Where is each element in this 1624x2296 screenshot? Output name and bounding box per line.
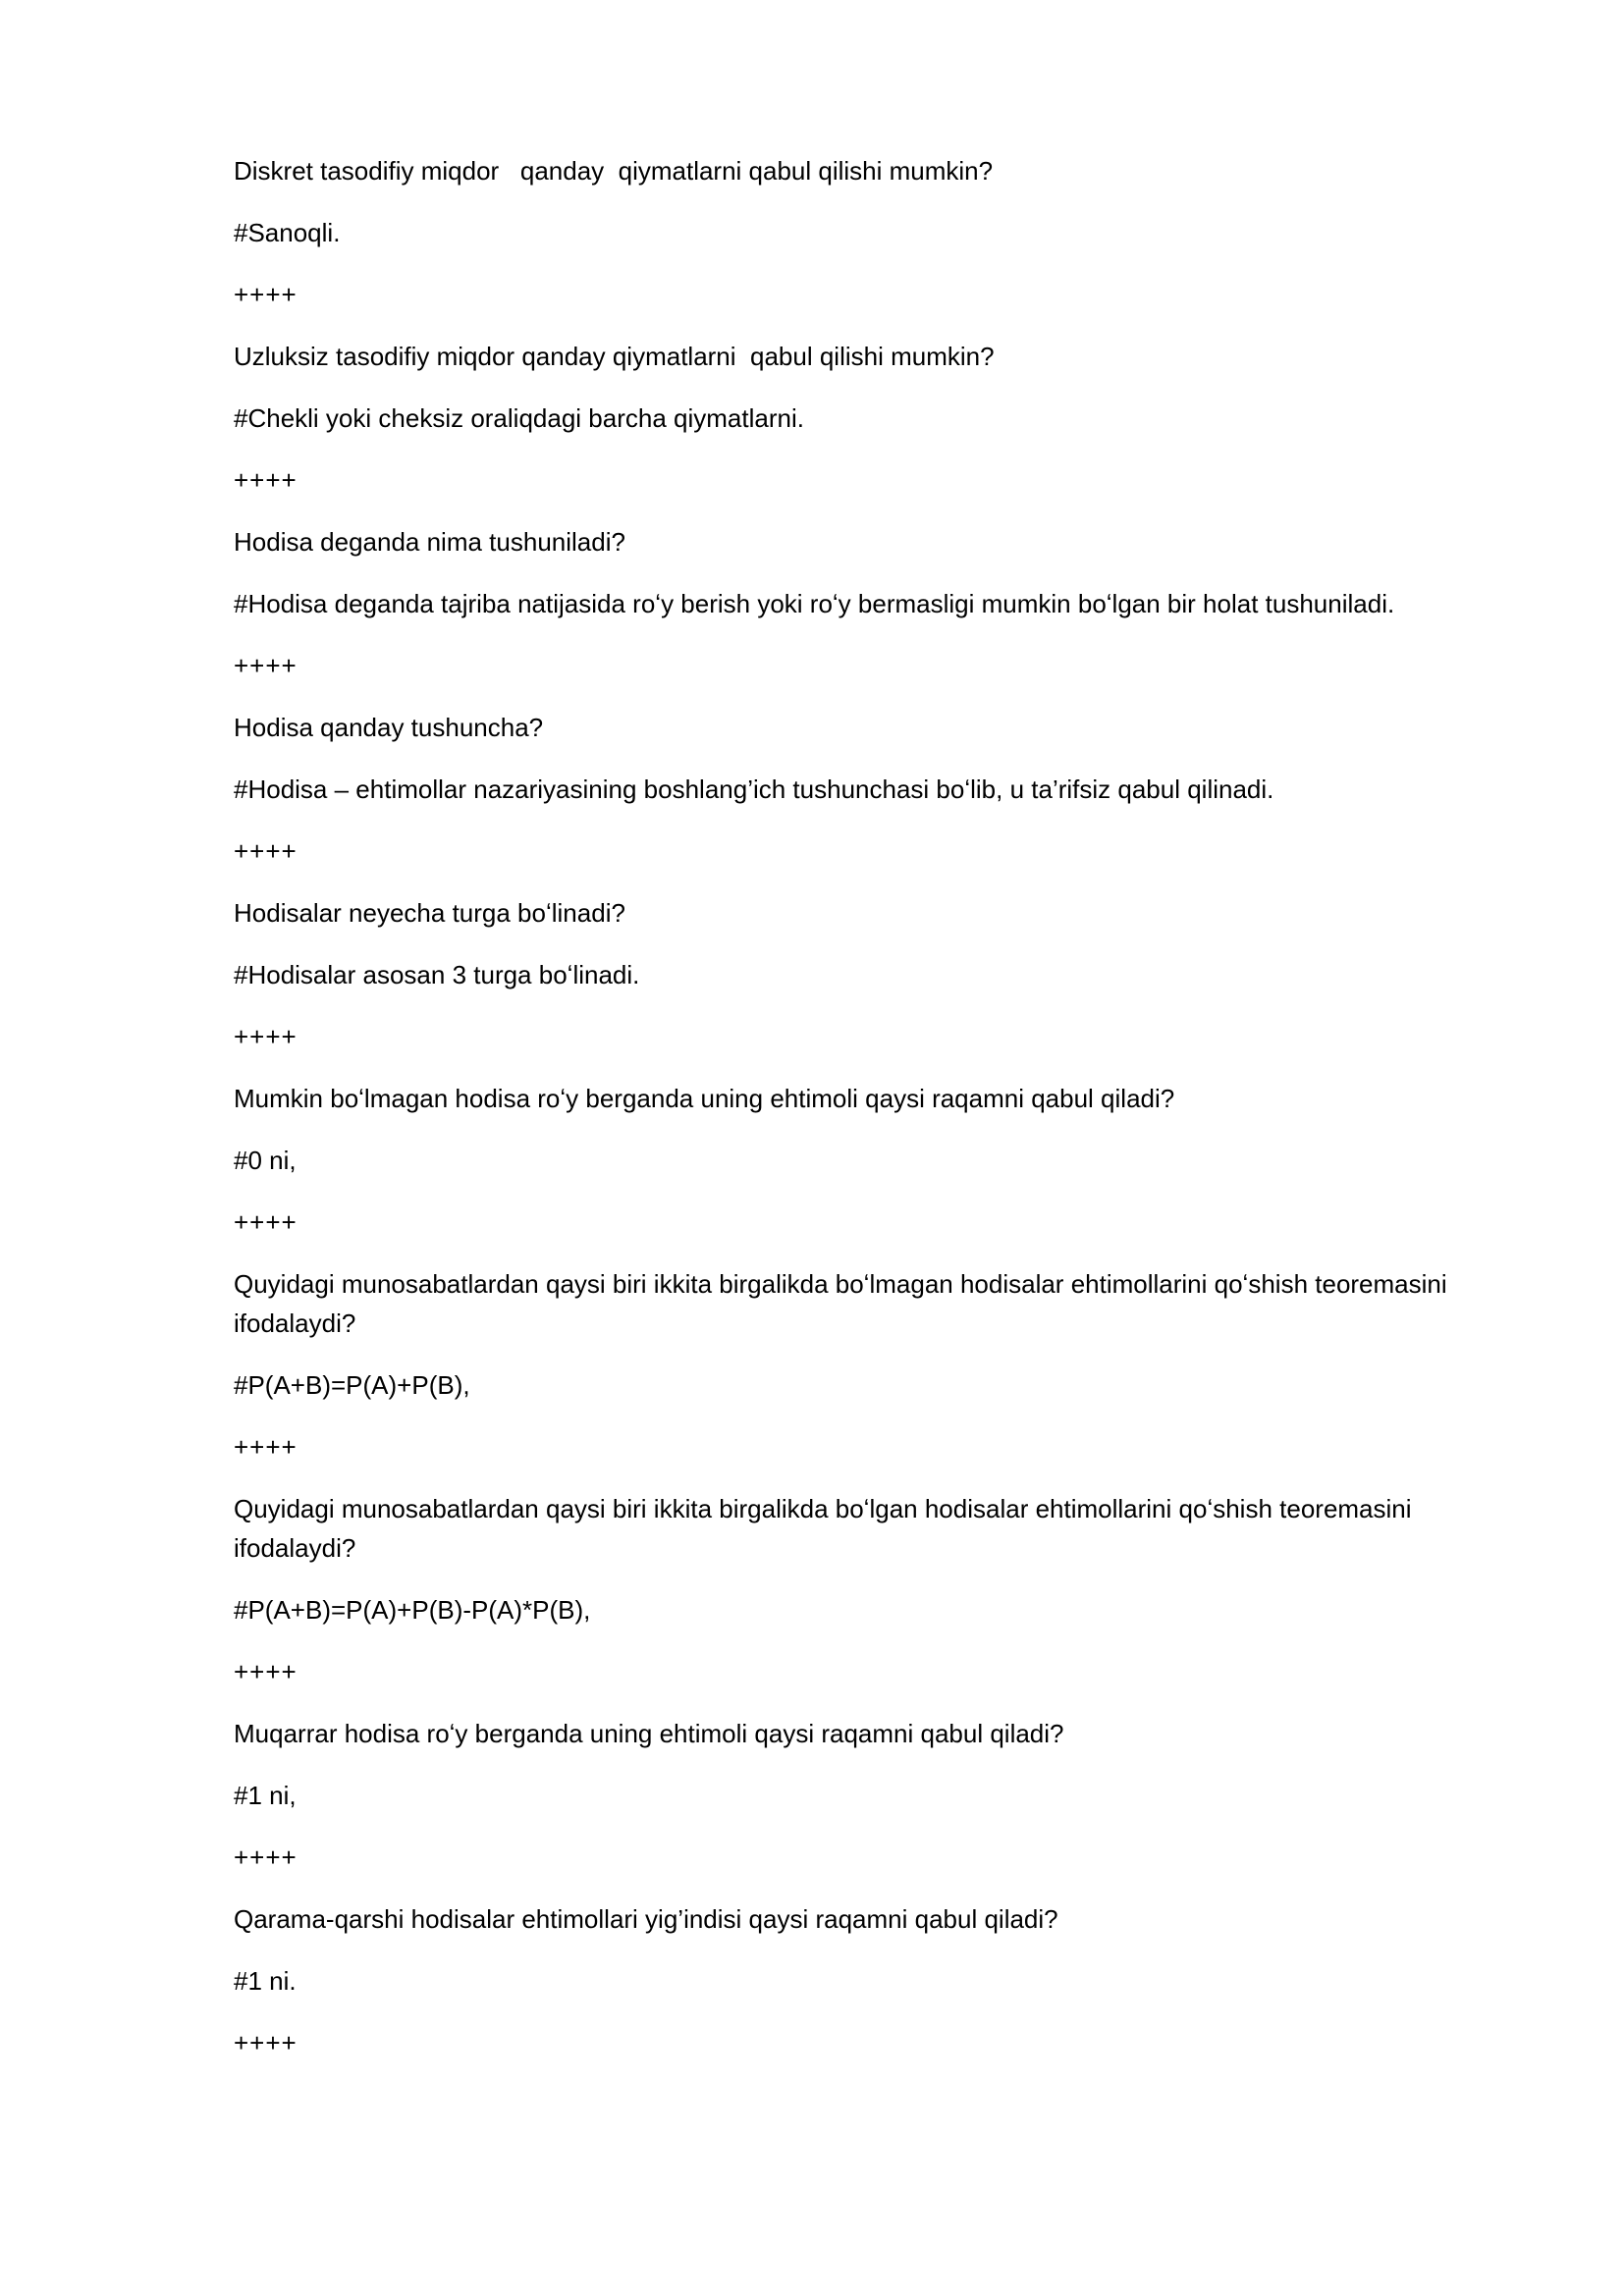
answer-text: #Hodisalar asosan 3 turga boʻlinadi. xyxy=(234,960,640,989)
question-text: Muqarrar hodisa roʻy berganda uning ehtimoli qaysi raqamni qabul qiladi? xyxy=(234,1719,1064,1748)
question-text: Uzluksiz tasodifiy miqdor qanday qiymatlarni qabul qilishi mumkin? xyxy=(234,342,995,371)
separator-text: ++++ xyxy=(234,1842,298,1872)
question-block xyxy=(234,708,1510,871)
question-text: Diskret tasodifiy miqdor qanday qiymatlarni qabul qilishi mumkin? xyxy=(234,156,994,186)
separator-text: ++++ xyxy=(234,836,298,866)
answer-text: #Hodisa deganda tajriba natijasida roʻy berish yoki roʻy bermasligi mumkin boʻlgan bir holat tushuniladi. xyxy=(234,589,1395,618)
separator-text: ++++ xyxy=(234,1657,298,1686)
question-block xyxy=(234,1489,1510,1691)
question-block xyxy=(234,1264,1510,1467)
question-block xyxy=(234,1079,1510,1242)
separator-text: ++++ xyxy=(234,1432,298,1462)
question-text: Quyidagi munosabatlardan qaysi biri ikkita birgalikda boʻlmagan hodisalar ehtimollarini qoʻshish teoremasini ifodalaydi? xyxy=(234,1269,1454,1338)
question-text: Qarama-qarshi hodisalar ehtimollari yig’indisi qaysi raqamni qabul qiladi? xyxy=(234,1904,1058,1934)
answer-text: #P(A+B)=P(A)+P(B)-P(A)*P(B), xyxy=(234,1595,591,1625)
question-text: Hodisalar neyecha turga boʻlinadi? xyxy=(234,898,625,928)
answer-text: #P(A+B)=P(A)+P(B), xyxy=(234,1370,470,1400)
separator-text: ++++ xyxy=(234,1207,298,1237)
question-text: Hodisa qanday tushuncha? xyxy=(234,713,544,742)
question-block xyxy=(234,151,1510,314)
question-text: Quyidagi munosabatlardan qaysi biri ikkita birgalikda boʻlgan hodisalar ehtimollarini qoʻshish teoremasini ifodalaydi? xyxy=(234,1494,1419,1563)
question-block xyxy=(234,1899,1510,2062)
answer-text: #Hodisa – ehtimollar nazariyasining boshlang’ich tushunchasi boʻlib, u ta’rifsiz qabul qilinadi. xyxy=(234,774,1274,804)
question-block xyxy=(234,522,1510,685)
question-text: Mumkin boʻlmagan hodisa roʻy berganda uning ehtimoli qaysi raqamni qabul qiladi? xyxy=(234,1084,1175,1113)
question-block xyxy=(234,337,1510,500)
answer-text: #1 ni. xyxy=(234,1966,297,1996)
answer-text: #Sanoqli. xyxy=(234,218,341,247)
separator-text: ++++ xyxy=(234,651,298,680)
question-block xyxy=(234,893,1510,1056)
separator-text: ++++ xyxy=(234,465,298,495)
document-body xyxy=(234,151,1510,2085)
question-block xyxy=(234,1714,1510,1877)
separator-text: ++++ xyxy=(234,1022,298,1051)
answer-text: #0 ni, xyxy=(234,1146,297,1175)
separator-text: ++++ xyxy=(234,2028,298,2057)
answer-text: #1 ni, xyxy=(234,1781,297,1810)
question-text: Hodisa deganda nima tushuniladi? xyxy=(234,527,625,557)
separator-text: ++++ xyxy=(234,280,298,309)
answer-text: #Chekli yoki cheksiz oraliqdagi barcha qiymatlarni. xyxy=(234,403,804,433)
